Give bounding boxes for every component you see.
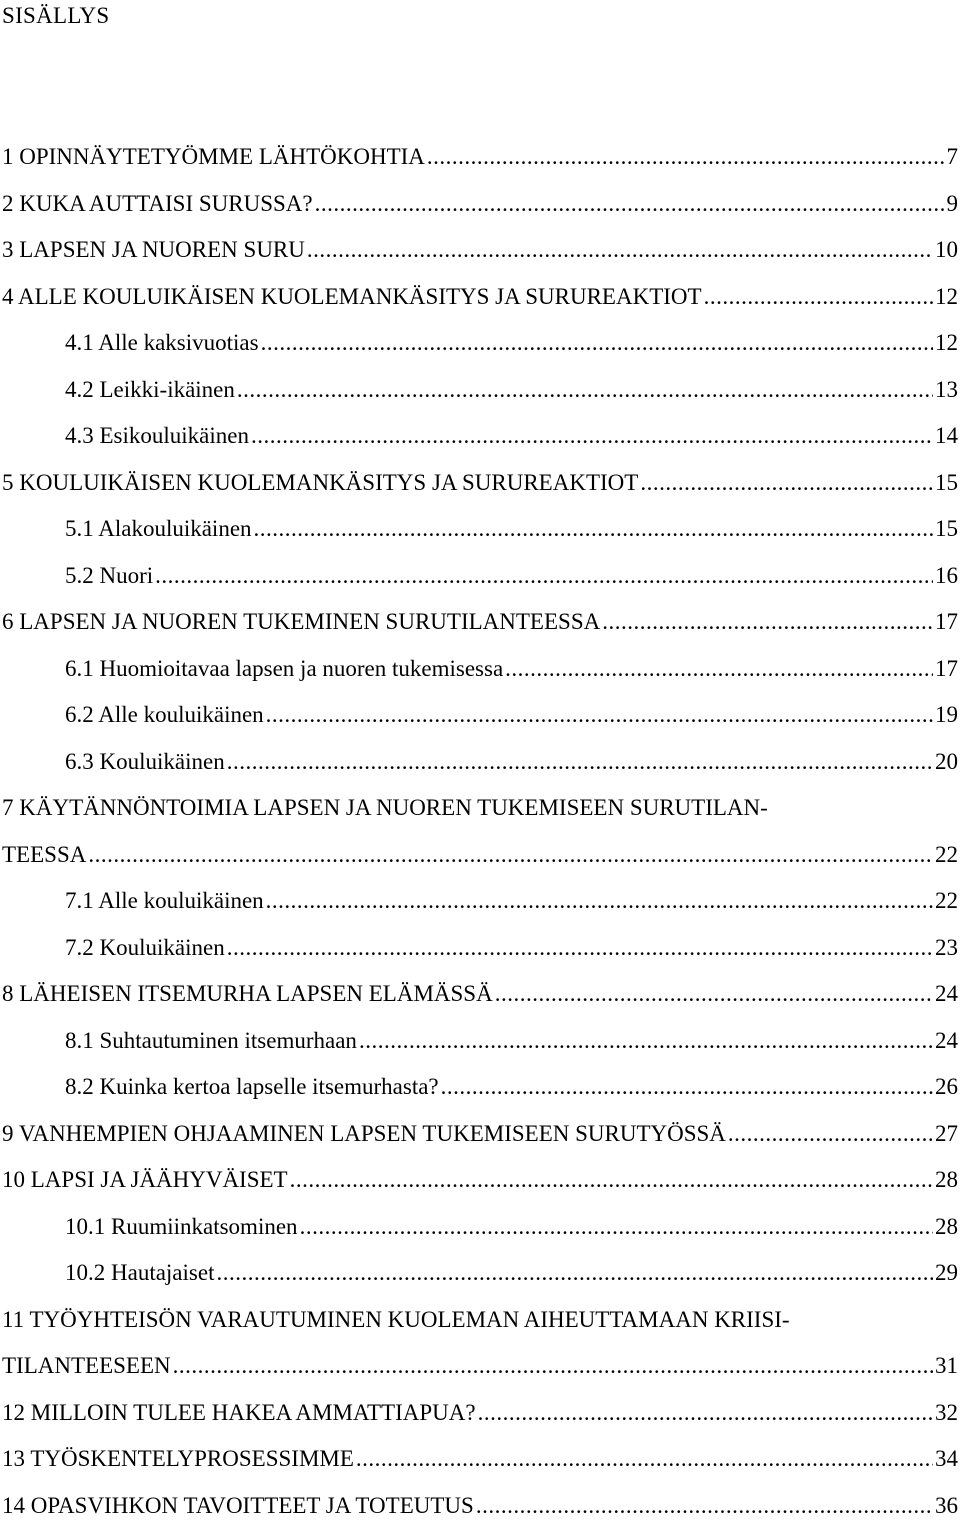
toc-entry-label: 8.2 Kuinka kertoa lapselle itsemurhasta?: [65, 1073, 441, 1101]
toc-entry-label: 5.2 Nuori: [65, 562, 155, 590]
toc-entry[interactable]: [0, 512, 958, 559]
toc-entry-line: [65, 701, 958, 729]
toc-entry[interactable]: [0, 559, 958, 606]
toc-entry-line: [2, 1120, 958, 1148]
toc-entry-page-number: 15: [933, 515, 958, 543]
dot-leader: [359, 1027, 933, 1055]
dot-leader: [441, 1073, 933, 1101]
toc-entry[interactable]: [0, 373, 958, 420]
dot-leader: [290, 1166, 933, 1194]
toc-entry-line: [65, 655, 958, 683]
toc-entry-page-number: 22: [933, 887, 958, 915]
dot-leader: [602, 608, 933, 636]
toc-entry[interactable]: [0, 1396, 958, 1443]
dot-leader: [356, 1445, 933, 1473]
toc-entry-line: [2, 283, 958, 311]
toc-entry-label: 2 KUKA AUTTAISI SURUSSA?: [2, 190, 315, 218]
toc-entry-line: [2, 143, 958, 171]
toc-entry-label: TILANTEESEEN: [2, 1352, 173, 1380]
toc-entry-line: [65, 329, 958, 357]
toc-entry-line: [2, 608, 958, 636]
toc-entry-label-line1: 7 KÄYTÄNNÖNTOIMIA LAPSEN JA NUOREN TUKEMISEEN SURUTILAN-: [2, 794, 958, 822]
toc-entry[interactable]: [0, 791, 958, 884]
toc-entry-label: 12 MILLOIN TULEE HAKEA AMMATTIAPUA?: [2, 1399, 478, 1427]
toc-entry-line: [65, 934, 958, 962]
toc-entry-line: [2, 1166, 958, 1194]
toc-entry[interactable]: [0, 466, 958, 513]
dot-leader: [173, 1352, 933, 1380]
toc-entry-page-number: 10: [933, 236, 958, 264]
toc-entry[interactable]: [0, 652, 958, 699]
dot-leader: [237, 376, 933, 404]
toc-entry[interactable]: [0, 1163, 958, 1210]
toc-entry-page-number: 15: [933, 469, 958, 497]
toc-entry[interactable]: [0, 977, 958, 1024]
dot-leader: [254, 515, 933, 543]
toc-entry-label: 6.2 Alle kouluikäinen: [65, 701, 266, 729]
dot-leader: [728, 1120, 933, 1148]
toc-entry-line: [2, 1492, 958, 1520]
dot-leader: [266, 887, 933, 915]
toc-entry-line: [2, 1352, 958, 1380]
toc-entry-page-number: 23: [933, 934, 958, 962]
toc-entry[interactable]: [0, 326, 958, 373]
toc-entry-label: 10.2 Hautajaiset: [65, 1259, 216, 1287]
toc-entry-page-number: 17: [933, 608, 958, 636]
toc-entry-line: [2, 236, 958, 264]
toc-entry-page-number: 17: [933, 655, 958, 683]
toc-entry-page-number: 28: [933, 1213, 958, 1241]
toc-entry-label: 10 LAPSI JA JÄÄHYVÄISET: [2, 1166, 290, 1194]
dot-leader: [216, 1259, 933, 1287]
page-title: SISÄLLYS: [2, 2, 109, 30]
toc-entry-page-number: 13: [933, 376, 958, 404]
toc-entry-page-number: 9: [945, 190, 959, 218]
toc-entry[interactable]: [0, 233, 958, 280]
toc-entry-page-number: 28: [933, 1166, 958, 1194]
toc-entry-page-number: 24: [933, 980, 958, 1008]
toc-entry-label: 13 TYÖSKENTELYPROSESSIMME: [2, 1445, 356, 1473]
toc-entry-line: [65, 1027, 958, 1055]
toc-entry-page-number: 7: [945, 143, 959, 171]
dot-leader: [88, 841, 933, 869]
dot-leader: [495, 980, 933, 1008]
toc-entry-line: [2, 469, 958, 497]
toc-entry[interactable]: [0, 1070, 958, 1117]
dot-leader: [266, 701, 933, 729]
toc-entry[interactable]: [0, 140, 958, 187]
toc-entry-page-number: 32: [933, 1399, 958, 1427]
toc-entry[interactable]: [0, 1117, 958, 1164]
toc-entry[interactable]: [0, 280, 958, 327]
dot-leader: [478, 1399, 933, 1427]
toc-entry[interactable]: [0, 931, 958, 978]
toc-entry-label: TEESSA: [2, 841, 88, 869]
toc-entry[interactable]: [0, 1489, 958, 1535]
toc-entry-page-number: 16: [933, 562, 958, 590]
toc-entry[interactable]: [0, 1442, 958, 1489]
toc-entry-line: [65, 515, 958, 543]
toc-entry-line: [2, 190, 958, 218]
toc-entry-line: [2, 841, 958, 869]
toc-entry[interactable]: [0, 745, 958, 792]
toc-entry-line: [2, 1399, 958, 1427]
toc-entry-label: 1 OPINNÄYTETYÖMME LÄHTÖKOHTIA: [2, 143, 427, 171]
toc-entry-label: 7.1 Alle kouluikäinen: [65, 887, 266, 915]
toc-entry-line: [65, 1073, 958, 1101]
toc-entry-page-number: 31: [933, 1352, 958, 1380]
dot-leader: [315, 190, 945, 218]
dot-leader: [704, 283, 933, 311]
toc-entry-label: 8.1 Suhtautuminen itsemurhaan: [65, 1027, 359, 1055]
toc-entry-page-number: 29: [933, 1259, 958, 1287]
dot-leader: [476, 1492, 933, 1520]
toc-entry-page-number: 27: [933, 1120, 958, 1148]
toc-entry-label: 5.1 Alakouluikäinen: [65, 515, 254, 543]
toc-entry-line: [2, 1445, 958, 1473]
toc-entry-page-number: 34: [933, 1445, 958, 1473]
dot-leader: [640, 469, 933, 497]
toc-entry-label: 3 LAPSEN JA NUOREN SURU: [2, 236, 307, 264]
toc-entry-label: 4 ALLE KOULUIKÄISEN KUOLEMANKÄSITYS JA SURUREAKTIOT: [2, 283, 704, 311]
toc-entry-label: 4.3 Esikouluikäinen: [65, 422, 251, 450]
toc-entry-line: [65, 376, 958, 404]
toc-entry-label: 9 VANHEMPIEN OHJAAMINEN LAPSEN TUKEMISEEN SURUTYÖSSÄ: [2, 1120, 728, 1148]
toc-entry-line: [65, 887, 958, 915]
dot-leader: [155, 562, 933, 590]
toc-entry-line: [65, 748, 958, 776]
toc-entry-line: [65, 422, 958, 450]
toc-entry[interactable]: [0, 1024, 958, 1071]
toc-entry-line: [65, 562, 958, 590]
toc-entry[interactable]: [0, 1303, 958, 1396]
toc-entry-page-number: 14: [933, 422, 958, 450]
toc-entry-page-number: 12: [933, 329, 958, 357]
toc-entry-line: [65, 1259, 958, 1287]
toc-entry-line: [65, 1213, 958, 1241]
dot-leader: [227, 934, 933, 962]
toc-entry-page-number: 22: [933, 841, 958, 869]
toc-entry[interactable]: [0, 1256, 958, 1303]
toc-entry-label: 7.2 Kouluikäinen: [65, 934, 227, 962]
toc-entry-label: 6 LAPSEN JA NUOREN TUKEMINEN SURUTILANTEESSA: [2, 608, 602, 636]
toc-entry[interactable]: [0, 187, 958, 234]
toc-entry-label: 5 KOULUIKÄISEN KUOLEMANKÄSITYS JA SURUREAKTIOT: [2, 469, 640, 497]
toc-entry[interactable]: [0, 884, 958, 931]
dot-leader: [307, 236, 933, 264]
dot-leader: [505, 655, 933, 683]
toc-entry-line: [2, 980, 958, 1008]
toc-entry-label: 4.2 Leikki-ikäinen: [65, 376, 237, 404]
toc-entry[interactable]: [0, 1210, 958, 1257]
dot-leader: [427, 143, 945, 171]
toc-entry-label: 14 OPASVIHKON TAVOITTEET JA TOTEUTUS: [2, 1492, 476, 1520]
toc-entry-page-number: 19: [933, 701, 958, 729]
toc-entry[interactable]: [0, 698, 958, 745]
toc-entry-label: 8 LÄHEISEN ITSEMURHA LAPSEN ELÄMÄSSÄ: [2, 980, 495, 1008]
dot-leader: [261, 329, 933, 357]
toc-entry[interactable]: [0, 605, 958, 652]
toc-entry-page-number: 26: [933, 1073, 958, 1101]
toc-entry-label: 6.3 Kouluikäinen: [65, 748, 227, 776]
toc-entry-page-number: 20: [933, 748, 958, 776]
toc-entry-label: 4.1 Alle kaksivuotias: [65, 329, 261, 357]
toc-entry-page-number: 24: [933, 1027, 958, 1055]
toc-entry-page-number: 12: [933, 283, 958, 311]
dot-leader: [251, 422, 933, 450]
toc-entry-label-line1: 11 TYÖYHTEISÖN VARAUTUMINEN KUOLEMAN AIHEUTTAMAAN KRIISI-: [2, 1306, 958, 1334]
dot-leader: [227, 748, 933, 776]
dot-leader: [300, 1213, 933, 1241]
toc-entry-page-number: 36: [933, 1492, 958, 1520]
toc-entry[interactable]: [0, 419, 958, 466]
table-of-contents: [0, 140, 958, 1535]
toc-entry-label: 6.1 Huomioitavaa lapsen ja nuoren tukemisessa: [65, 655, 505, 683]
toc-entry-label: 10.1 Ruumiinkatsominen: [65, 1213, 300, 1241]
